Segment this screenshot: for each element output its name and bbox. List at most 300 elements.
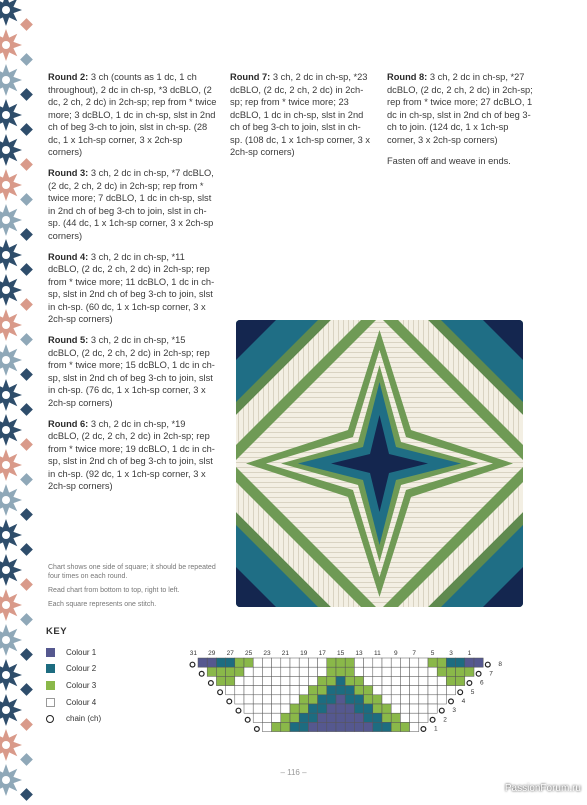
key-item-label: Colour 3 xyxy=(66,680,97,690)
stitch-cell xyxy=(400,704,409,713)
diamond-tile xyxy=(20,333,33,346)
stitch-cell xyxy=(272,658,281,667)
stitch-cell xyxy=(299,658,308,667)
page-number: – 116 – xyxy=(280,768,307,777)
stitch-cell xyxy=(354,695,363,704)
stitch-cell xyxy=(327,658,336,667)
stitch-cell xyxy=(354,713,363,722)
chain-mark xyxy=(458,690,463,695)
colour-3-swatch xyxy=(46,681,55,690)
stitch-cell xyxy=(364,686,373,695)
instructions-column-3 xyxy=(387,71,537,176)
stitch-cell xyxy=(345,658,354,667)
stitch-cell xyxy=(327,676,336,685)
stitch-cell xyxy=(373,676,382,685)
key-item xyxy=(46,644,101,661)
star-tile xyxy=(0,0,22,26)
star-tile-center xyxy=(2,286,10,294)
stitch-cell xyxy=(235,695,244,704)
stitch-cell xyxy=(308,676,317,685)
chain-mark xyxy=(190,662,195,667)
column-number: 31 xyxy=(189,650,198,657)
diamond-tile xyxy=(20,193,33,206)
star-tile-center xyxy=(2,496,10,504)
stitch-cell xyxy=(373,695,382,704)
diamond-tile xyxy=(20,298,33,311)
stitch-cell xyxy=(281,713,290,722)
star-tile-center xyxy=(2,356,10,364)
stitch-cell xyxy=(382,704,391,713)
diamond-tile xyxy=(20,683,33,696)
stitch-cell xyxy=(336,686,345,695)
column-number: 11 xyxy=(374,650,381,657)
diamond-tile xyxy=(20,263,33,276)
diamond-tile xyxy=(20,88,33,101)
diamond-tile xyxy=(20,543,33,556)
diamond-tile xyxy=(20,158,33,171)
stitch-cell xyxy=(299,686,308,695)
stitch-cell xyxy=(253,676,262,685)
stitch-cell xyxy=(327,713,336,722)
stitch-cell xyxy=(345,704,354,713)
stitch-cell xyxy=(419,686,428,695)
row-number: 1 xyxy=(434,725,438,733)
chain-mark xyxy=(449,699,454,704)
stitch-cell xyxy=(299,722,308,731)
stitch-cell xyxy=(318,722,327,731)
stitch-cell xyxy=(235,667,244,676)
column-number: 15 xyxy=(336,650,345,657)
stitch-cell xyxy=(290,722,299,731)
stitch-cell xyxy=(364,658,373,667)
stitch-cell xyxy=(262,676,271,685)
stitch-cell xyxy=(318,676,327,685)
stitch-cell xyxy=(410,695,419,704)
stitch-cell xyxy=(290,667,299,676)
star-tile-center xyxy=(2,321,10,329)
stitch-cell xyxy=(281,686,290,695)
chain-mark xyxy=(236,708,241,713)
stitch-cell xyxy=(226,658,235,667)
stitch-cell xyxy=(281,667,290,676)
stitch-cell xyxy=(244,676,253,685)
star-tile-center xyxy=(2,6,10,14)
stitch-cell xyxy=(364,704,373,713)
stitch-cell xyxy=(382,695,391,704)
colour-4-swatch xyxy=(46,698,55,707)
stitch-cell xyxy=(253,704,262,713)
star-tile-center xyxy=(2,146,10,154)
stitch-cell xyxy=(456,658,465,667)
round-4-paragraph: Round 4: 3 ch, 2 dc in ch-sp, *11 dcBLO, (2 dc, 2 ch, 2 dc) in 2ch-sp; rep from * twice more; 11 dcBLO, 1 dc in ch-sp, slst in 2nd ch of beg 3-ch to join, slst in ch-sp. (60 dc, 1 x 1ch-sp corner, 3 x 2ch-sp corners) xyxy=(48,251,215,324)
stitch-cell xyxy=(207,658,216,667)
stitch-cell xyxy=(272,722,281,731)
stitch-cell xyxy=(253,713,262,722)
diamond-tile xyxy=(20,228,33,241)
round-3-paragraph: Round 3: 3 ch, 2 dc in ch-sp, *7 dcBLO, (2 dc, 2 ch, 2 dc) in 2ch-sp; rep from * twice more; 7 dcBLO, 1 dc in ch-sp, slst in 2nd ch of beg 3-ch to join, slst in ch-sp. (44 dc, 1 x 1ch-sp corner, 3 x 2ch-sp corners) xyxy=(48,168,214,241)
stitch-cell xyxy=(465,658,474,667)
stitch-cell xyxy=(318,695,327,704)
stitch-cell xyxy=(336,695,345,704)
stitch-cell xyxy=(400,713,409,722)
stitch-cell xyxy=(364,713,373,722)
stitch-cell xyxy=(391,722,400,731)
stitch-cell xyxy=(308,695,317,704)
key-item-label: Colour 2 xyxy=(66,664,97,674)
column-number: 29 xyxy=(208,650,216,657)
stitch-cell xyxy=(400,676,409,685)
stitch-cell xyxy=(446,667,455,676)
chain-mark xyxy=(245,717,250,722)
stitch-cell xyxy=(456,667,465,676)
stitch-cell xyxy=(364,695,373,704)
star-tile-center xyxy=(2,76,10,84)
stitch-cell xyxy=(354,676,363,685)
stitch-cell xyxy=(216,676,225,685)
stitch-cell xyxy=(437,667,446,676)
stitch-cell xyxy=(327,695,336,704)
stitch-cell xyxy=(290,686,299,695)
stitch-cell xyxy=(299,667,308,676)
stitch-cell xyxy=(428,676,437,685)
stitch-cell xyxy=(354,667,363,676)
stitch-cell xyxy=(419,658,428,667)
stitch-cell xyxy=(410,704,419,713)
stitch-cell xyxy=(410,667,419,676)
star-tile-center xyxy=(2,531,10,539)
stitch-cell xyxy=(262,695,271,704)
stitch-cell xyxy=(382,722,391,731)
stitch-cell xyxy=(382,676,391,685)
stitch-cell xyxy=(281,722,290,731)
star-tile-center xyxy=(2,741,10,749)
column-number: 21 xyxy=(281,650,290,657)
round-5-paragraph: Round 5: 3 ch, 2 dc in ch-sp, *15 dcBLO, (2 dc, 2 ch, 2 dc) in 2ch-sp; rep from * twice more; 15 dcBLO, 1 dc in ch-sp, slst in 2nd ch of beg 3-ch to join, slst in ch-sp. (76 dc, 1 x 1ch-sp corner, 3 x 2ch-sp corners) xyxy=(48,335,215,408)
diamond-tile xyxy=(20,473,33,486)
stitch-cell xyxy=(327,686,336,695)
stitch-cell xyxy=(446,676,455,685)
stitch-cell xyxy=(373,713,382,722)
stitch-cell xyxy=(428,686,437,695)
row-number: 3 xyxy=(452,707,457,715)
stitch-cell xyxy=(262,722,271,731)
stitch-cell xyxy=(437,658,446,667)
stitch-cell xyxy=(364,676,373,685)
stitch-cell xyxy=(327,704,336,713)
stitch-cell xyxy=(272,667,281,676)
stitch-cell xyxy=(419,704,428,713)
stitch-cell xyxy=(244,658,253,667)
star-tile-center xyxy=(2,671,10,679)
stitch-cell xyxy=(290,676,299,685)
stitch-cell xyxy=(235,676,244,685)
stitch-cell xyxy=(253,667,262,676)
stitch-cell xyxy=(318,658,327,667)
stitch-cell xyxy=(382,686,391,695)
stitch-cell xyxy=(308,658,317,667)
column-number: 19 xyxy=(300,650,308,657)
diamond-tile xyxy=(20,578,33,591)
diamond-tile xyxy=(20,753,33,766)
row-number: 7 xyxy=(489,670,493,678)
stitch-cell xyxy=(465,667,474,676)
stitch-cell xyxy=(410,658,419,667)
chain-circle-icon xyxy=(46,715,54,723)
chart-note: Each square represents one stitch. xyxy=(48,601,157,608)
stitch-cell xyxy=(327,722,336,731)
stitch-cell xyxy=(327,667,336,676)
stitch-cell xyxy=(400,658,409,667)
stitch-cell xyxy=(345,686,354,695)
chain-mark xyxy=(467,681,472,686)
key-item-label: chain (ch) xyxy=(66,714,102,724)
stitch-cell xyxy=(382,658,391,667)
round-2-paragraph: Round 2: 3 ch (counts as 1 dc, 1 ch throughout), 2 dc in ch-sp, *3 dcBLO, (2 dc, 2 ch, 2 dc) in 2ch-sp; rep from * twice more; 3 dcBLO, 1 dc in ch-sp, slst in 2nd ch of beg 3-ch to join, slst in ch-sp. (28 dc, 1 x 1ch-sp corner, 3 x 2ch-sp corners) xyxy=(48,72,217,157)
star-tile-center xyxy=(2,566,10,574)
stitch-cell xyxy=(382,667,391,676)
stitch-cell xyxy=(272,713,281,722)
stitch-cell xyxy=(336,676,345,685)
key-item-label: Colour 1 xyxy=(66,647,97,657)
stitch-cell xyxy=(318,704,327,713)
chain-mark xyxy=(227,699,232,704)
row-number: 5 xyxy=(470,688,475,696)
stitch-cell xyxy=(244,704,253,713)
column-number: 5 xyxy=(430,650,435,657)
star-tile-center xyxy=(2,41,10,49)
stitch-cell xyxy=(419,695,428,704)
stitch-cell xyxy=(428,695,437,704)
stitch-cell xyxy=(216,667,225,676)
diamond-tile xyxy=(20,438,33,451)
row-number: 6 xyxy=(480,679,484,687)
stitch-cell xyxy=(428,658,437,667)
stitch-cell xyxy=(382,713,391,722)
stitch-cell xyxy=(391,676,400,685)
stitch-cell xyxy=(198,658,207,667)
round-8-paragraph: Round 8: 3 ch, 2 dc in ch-sp, *27 dcBLO, (2 dc, 2 ch, 2 dc) in 2ch-sp; rep from * twice more; 27 dcBLO, 1 dc in ch-sp, slst in 2nd ch of beg 3-ch to join. (124 dc, 1 x 1ch-sp corner, 3 x 2ch-sp corners) xyxy=(387,72,533,145)
stitch-cell xyxy=(364,722,373,731)
colour-2-swatch xyxy=(46,664,55,673)
stitch-cell xyxy=(345,713,354,722)
stitch-cell xyxy=(373,722,382,731)
chain-mark xyxy=(218,690,223,695)
star-tile-center xyxy=(2,251,10,259)
stitch-cell xyxy=(419,667,428,676)
stitch-cell xyxy=(290,713,299,722)
stitch-cell xyxy=(318,686,327,695)
column-number: 7 xyxy=(412,650,417,657)
stitch-cell xyxy=(410,722,419,731)
stitch-cell xyxy=(318,667,327,676)
key-title: KEY xyxy=(46,626,68,637)
stitch-cell xyxy=(354,704,363,713)
stitch-cell xyxy=(308,713,317,722)
stitch-cell xyxy=(244,667,253,676)
stitch-cell xyxy=(235,658,244,667)
diamond-tile xyxy=(20,508,33,521)
stitch-cell xyxy=(391,658,400,667)
chart-key xyxy=(46,626,101,727)
stitch-cell xyxy=(244,686,253,695)
stitch-cell xyxy=(308,686,317,695)
diamond-tile xyxy=(20,123,33,136)
stitch-cell xyxy=(281,704,290,713)
stitch-cell xyxy=(290,704,299,713)
stitch-cell xyxy=(308,722,317,731)
stitch-cell xyxy=(336,722,345,731)
column-number: 25 xyxy=(244,650,253,657)
star-tile-center xyxy=(2,181,10,189)
stitch-cell xyxy=(308,667,317,676)
stitch-cell xyxy=(391,686,400,695)
stitch-cell xyxy=(456,676,465,685)
diamond-tile xyxy=(20,53,33,66)
chart-note: Read chart from bottom to top, right to left. xyxy=(48,587,180,594)
stitch-cell xyxy=(410,686,419,695)
star-tile-center xyxy=(2,776,10,784)
stitch-cell xyxy=(373,704,382,713)
stitch-cell xyxy=(354,722,363,731)
round-7-paragraph: Round 7: 3 ch, 2 dc in ch-sp, *23 dcBLO, (2 dc, 2 ch, 2 dc) in 2ch-sp; rep from * twice more; 23 dcBLO, 1 dc in ch-sp, slst in 2nd ch of beg 3-ch to join, slst in ch-sp. (108 dc, 1 x 1ch-sp corner, 3 x 2ch-sp corners) xyxy=(230,72,371,157)
star-tile-center xyxy=(2,426,10,434)
chain-mark xyxy=(421,727,426,732)
stitch-cell xyxy=(391,713,400,722)
crochet-square-photo xyxy=(236,320,523,607)
stitch-cell xyxy=(400,686,409,695)
stitch-cell xyxy=(207,667,216,676)
stitch-cell xyxy=(216,658,225,667)
stitch-cell xyxy=(336,713,345,722)
stitch-cell xyxy=(253,686,262,695)
stitch-cell xyxy=(262,667,271,676)
stitch-cell xyxy=(410,676,419,685)
stitch-cell xyxy=(299,676,308,685)
finishing-paragraph: Fasten off and weave in ends. xyxy=(387,155,511,166)
row-number: 2 xyxy=(443,716,447,724)
star-tile-center xyxy=(2,391,10,399)
stitch-cell xyxy=(345,676,354,685)
stitch-cell xyxy=(226,676,235,685)
stitch-cell xyxy=(244,695,253,704)
stitch-cell xyxy=(373,667,382,676)
diamond-tile xyxy=(20,403,33,416)
stitch-cell xyxy=(428,667,437,676)
key-item xyxy=(46,677,101,694)
stitch-cell xyxy=(345,722,354,731)
stitch-cell xyxy=(281,695,290,704)
stitch-cell xyxy=(272,676,281,685)
star-tile-center xyxy=(2,636,10,644)
chain-mark xyxy=(254,727,259,732)
stitch-cell xyxy=(253,695,262,704)
stitch-cell xyxy=(253,658,262,667)
stitch-cell xyxy=(354,658,363,667)
star-tile-center xyxy=(2,706,10,714)
stitch-cell xyxy=(318,713,327,722)
stitch-cell xyxy=(446,658,455,667)
stitch-cell xyxy=(272,686,281,695)
row-number: 8 xyxy=(498,661,503,669)
stitch-cell xyxy=(345,695,354,704)
stitch-cell xyxy=(299,704,308,713)
diamond-tile xyxy=(20,368,33,381)
stitch-cell xyxy=(474,658,483,667)
stitch-chart-grid xyxy=(189,648,503,733)
stitch-cell xyxy=(262,658,271,667)
stitch-cell xyxy=(391,695,400,704)
column-number: 9 xyxy=(393,650,398,657)
stitch-cell xyxy=(336,658,345,667)
stitch-cell xyxy=(336,667,345,676)
stitch-cell xyxy=(235,686,244,695)
stitch-cell xyxy=(226,686,235,695)
stitch-cell xyxy=(226,667,235,676)
diamond-tile xyxy=(20,613,33,626)
stitch-cell xyxy=(345,667,354,676)
instructions-column-1 xyxy=(48,71,218,501)
chain-mark xyxy=(199,671,204,676)
column-number: 23 xyxy=(263,650,271,657)
stitch-cell xyxy=(262,704,271,713)
watermark: PassionForum.ru xyxy=(504,783,581,794)
stitch-chart xyxy=(189,648,503,738)
stitch-cell xyxy=(336,704,345,713)
stitch-cell xyxy=(410,713,419,722)
chain-mark xyxy=(430,717,435,722)
chart-notes xyxy=(48,563,228,614)
star-tile-center xyxy=(2,111,10,119)
stitch-cell xyxy=(400,722,409,731)
chain-mark xyxy=(485,662,490,667)
stitch-cell xyxy=(391,704,400,713)
star-tile-center xyxy=(2,601,10,609)
stitch-cell xyxy=(290,695,299,704)
row-number: 4 xyxy=(461,698,466,705)
colour-1-swatch xyxy=(46,648,55,657)
instructions-column-2 xyxy=(230,71,372,167)
diamond-tile xyxy=(20,648,33,661)
stitch-cell xyxy=(391,667,400,676)
column-number: 3 xyxy=(449,650,453,657)
stitch-cell xyxy=(299,713,308,722)
diamond-tile xyxy=(20,18,33,31)
column-number: 17 xyxy=(318,650,326,657)
stitch-cell xyxy=(437,695,446,704)
column-number: 27 xyxy=(226,650,234,657)
chart-note: Chart shows one side of square; it should be repeated four times on each round. xyxy=(48,564,216,580)
stitch-cell xyxy=(354,686,363,695)
stitch-cell xyxy=(437,686,446,695)
stitch-cell xyxy=(262,686,271,695)
stitch-cell xyxy=(308,704,317,713)
round-6-paragraph: Round 6: 3 ch, 2 dc in ch-sp, *19 dcBLO, (2 dc, 2 ch, 2 dc) in 2ch-sp; rep from * twice more; 19 dcBLO, 1 dc in ch-sp, slst in 2nd ch of beg 3-ch to join, slst in ch-sp. (92 dc, 1 x 1ch-sp corner, 3 x 2ch-sp corners) xyxy=(48,418,215,491)
diamond-tile xyxy=(20,718,33,731)
column-number: 1 xyxy=(467,650,472,657)
diamond-tile xyxy=(20,788,33,801)
star-tile-center xyxy=(2,461,10,469)
key-item xyxy=(46,710,101,727)
stitch-cell xyxy=(373,658,382,667)
chain-mark xyxy=(208,681,213,686)
chain-mark xyxy=(439,708,444,713)
key-item-label: Colour 4 xyxy=(66,697,97,707)
stitch-cell xyxy=(419,713,428,722)
stitch-cell xyxy=(272,695,281,704)
chain-mark xyxy=(476,671,481,676)
stitch-cell xyxy=(272,704,281,713)
star-tile-pattern xyxy=(0,0,36,800)
